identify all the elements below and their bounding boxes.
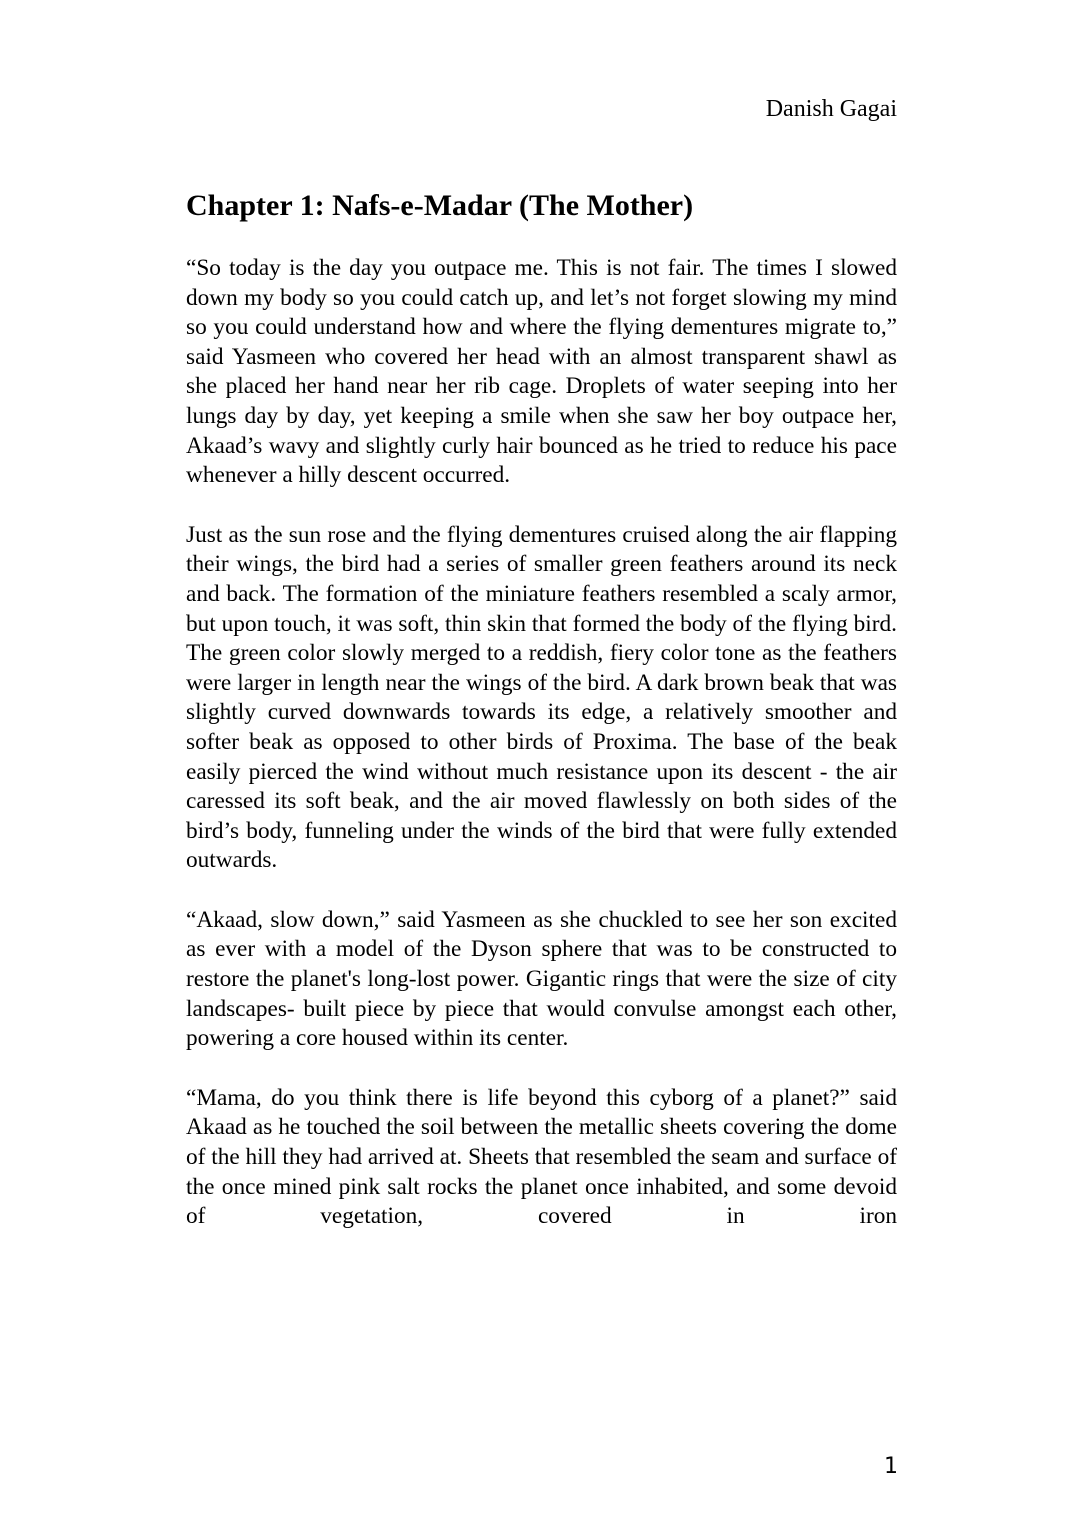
paragraph-4: “Mama, do you think there is life beyond this cyborg of a planet?” said Akaad as he touched the soil between the metallic sheets covering the dome of the hill they had arrived at. Sheets that resembled the seam and surface of the once mined pink salt rocks the planet once inhabited, and some devoid of vegetation, covered in iron [186, 1084, 897, 1230]
paragraph-1: “So today is the day you outpace me. This is not fair. The times I slowed down my body so you could catch up, and let’s not forget slowing my mind so you could understand how and where the flying dementures migrate to,” said Yasmeen who covered her head with an almost transparent shawl as she placed her hand near her rib cage. Droplets of water seeping into her lungs day by day, yet keeping a smile when she saw her boy outpace her, Akaad’s wavy and slightly curly hair bounced as he tried to reduce his pace whenever a hilly descent occurred. [186, 255, 897, 489]
paragraph-3: “Akaad, slow down,” said Yasmeen as she chuckled to see her son excited as ever with a model of the Dyson sphere that was to be constructed to restore the planet's long-lost power. Gigantic rings that were the size of city landscapes- built piece by piece that would convulse amongst each other, powering a core housed within its center. [186, 906, 897, 1052]
running-header-author: Danish Gagai [765, 96, 897, 122]
page-number: 1 [884, 1454, 898, 1479]
paragraph-2: Just as the sun rose and the flying dementures cruised along the air flapping their wings, the bird had a series of smaller green feathers around its neck and back. The formation of the miniature feathers resembled a scaly armor, but upon touch, it was soft, thin skin that formed the body of the flying bird. The green color slowly merged to a reddish, fiery color tone as the feathers were larger in length near the wings of the bird. A dark brown beak that was slightly curved downwards towards its edge, a relatively smoother and softer beak as opposed to other birds of Proxima. The base of the beak easily pierced the wind without much resistance upon its descent - the air caressed its soft beak, and the air moved flawlessly on both sides of the bird’s body, funneling under the winds of the bird that were fully extended outwards. [186, 521, 897, 874]
chapter-body [186, 254, 897, 1232]
chapter-title: Chapter 1: Nafs-e-Madar (The Mother) [186, 189, 694, 222]
